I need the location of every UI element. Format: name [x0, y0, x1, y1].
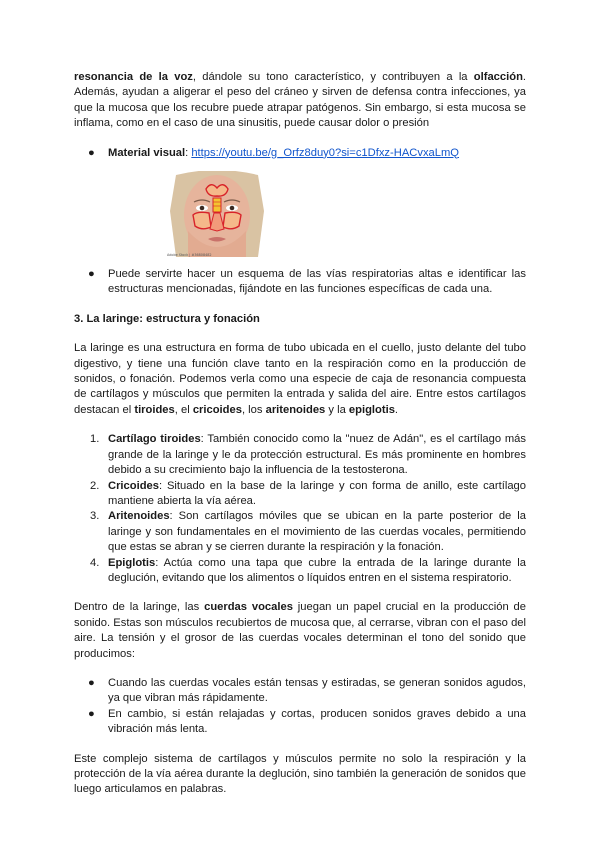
- list-item: ● En cambio, si están relajadas y cortas, producen sonidos graves debido a una vibración más lenta.: [88, 707, 526, 736]
- cartilage-name: Cartílago tiroides: [108, 433, 201, 446]
- list-item: 2. Cricoides: Situado en la base de la laringe y con forma de anillo, este cartílago mantiene abierta la vía aérea.: [90, 479, 526, 507]
- bullet: ●: [88, 707, 95, 720]
- material-visual-item: ● Material visual: https://youtu.be/g_Orfz8duy0?si=c1Dfxz-HACvxaLmQ: [74, 146, 526, 161]
- cartilage-list: [74, 432, 526, 586]
- closing-paragraph: Este complejo sistema de cartílagos y músculos permite no solo la respiración y la protección de la vía aérea durante la deglución, sino también la generación de sonidos que luego articulamos en palabras.: [74, 752, 526, 796]
- vocal-cords-paragraph: Dentro de la laringe, las cuerdas vocales juegan un papel crucial en la producción de sonido. Estas son músculos recubiertos de mucosa que, al cerrarse, vibran con el paso del aire. La tensión y el grosor de las cuerdas vocales determinan el tono del sonido que producimos:: [74, 601, 526, 660]
- material-visual-label: Material visual: [108, 146, 186, 159]
- bullet: ●: [88, 268, 95, 281]
- tip-text: Puede servirte hacer un esquema de las vías respiratorias altas e identificar las estructuras mencionadas, fijándote en las funciones específicas de cada una.: [108, 268, 526, 296]
- cartilage-name: Cricoides: [108, 479, 159, 492]
- cartilage-name: Aritenoides: [108, 510, 170, 523]
- image-credit: Adobe Stock | #36808482: [167, 253, 212, 258]
- sinus-paragraph: resonancia de la voz, dándole su tono característico, y contribuyen a la olfacción. Además, ayudan a aligerar el peso del cráneo y sirven de defensa contra infecciones, ya que la mucosa que los recubre puede atrapar patógenos. Sin embargo, si esta mucosa se inflama, como en el caso de una sinusitis, puede causar dolor o presión: [74, 71, 527, 130]
- nasal-sinuses-face-illustration-icon: [166, 171, 268, 257]
- document-page: [74, 70, 526, 798]
- bullet: ●: [88, 676, 95, 689]
- list-item: 1. Cartílago tiroides: También conocido como la "nuez de Adán", es el cartílago más grande de la laringe y le da protección estructural. Es más prominente en hombres debido a su crecimiento bajo la influencia de la testosterona.: [90, 433, 526, 477]
- list-item: ● Cuando las cuerdas vocales están tensas y estiradas, se generan sonidos agudos, ya que vibran más rápidamente.: [88, 676, 526, 705]
- section-3-title: 3. La laringe: estructura y fonación: [74, 312, 260, 325]
- bullet: ●: [88, 146, 95, 159]
- video-link[interactable]: https://youtu.be/g_Orfz8duy0?si=c1Dfxz-HACvxaLmQ: [191, 146, 460, 159]
- vocal-cords-list: [74, 676, 526, 738]
- cartilage-name: Epiglotis: [108, 556, 156, 569]
- larynx-paragraph: La laringe es una estructura en forma de tubo ubicada en el cuello, justo delante del tubo digestivo, y tiene una función clave tanto en la respiración como en la producción de sonidos, o fonación. Podemos verla como una especie de caja de resonancia compuesta de cartílagos y músculos que permiten la entrada y salida del aire. Entre estos cartílagos destacan el tiroides, el cricoides, los aritenoides y la epiglotis.: [74, 342, 526, 416]
- list-item: 3. Aritenoides: Son cartílagos móviles que se ubican en la parte posterior de la laringe y son fundamentales en el movimiento de las cuerdas vocales, permitiendo que estas se abran y se cierren durante la respiración y la fonación.: [90, 510, 526, 554]
- nasal-sinuses-image: [166, 171, 268, 257]
- tip-item: [74, 267, 526, 298]
- list-item: 4. Epiglotis: Actúa como una tapa que cubre la entrada de la laringe durante la deglución, evitando que los alimentos o líquidos entren en el sistema respiratorio.: [90, 556, 526, 584]
